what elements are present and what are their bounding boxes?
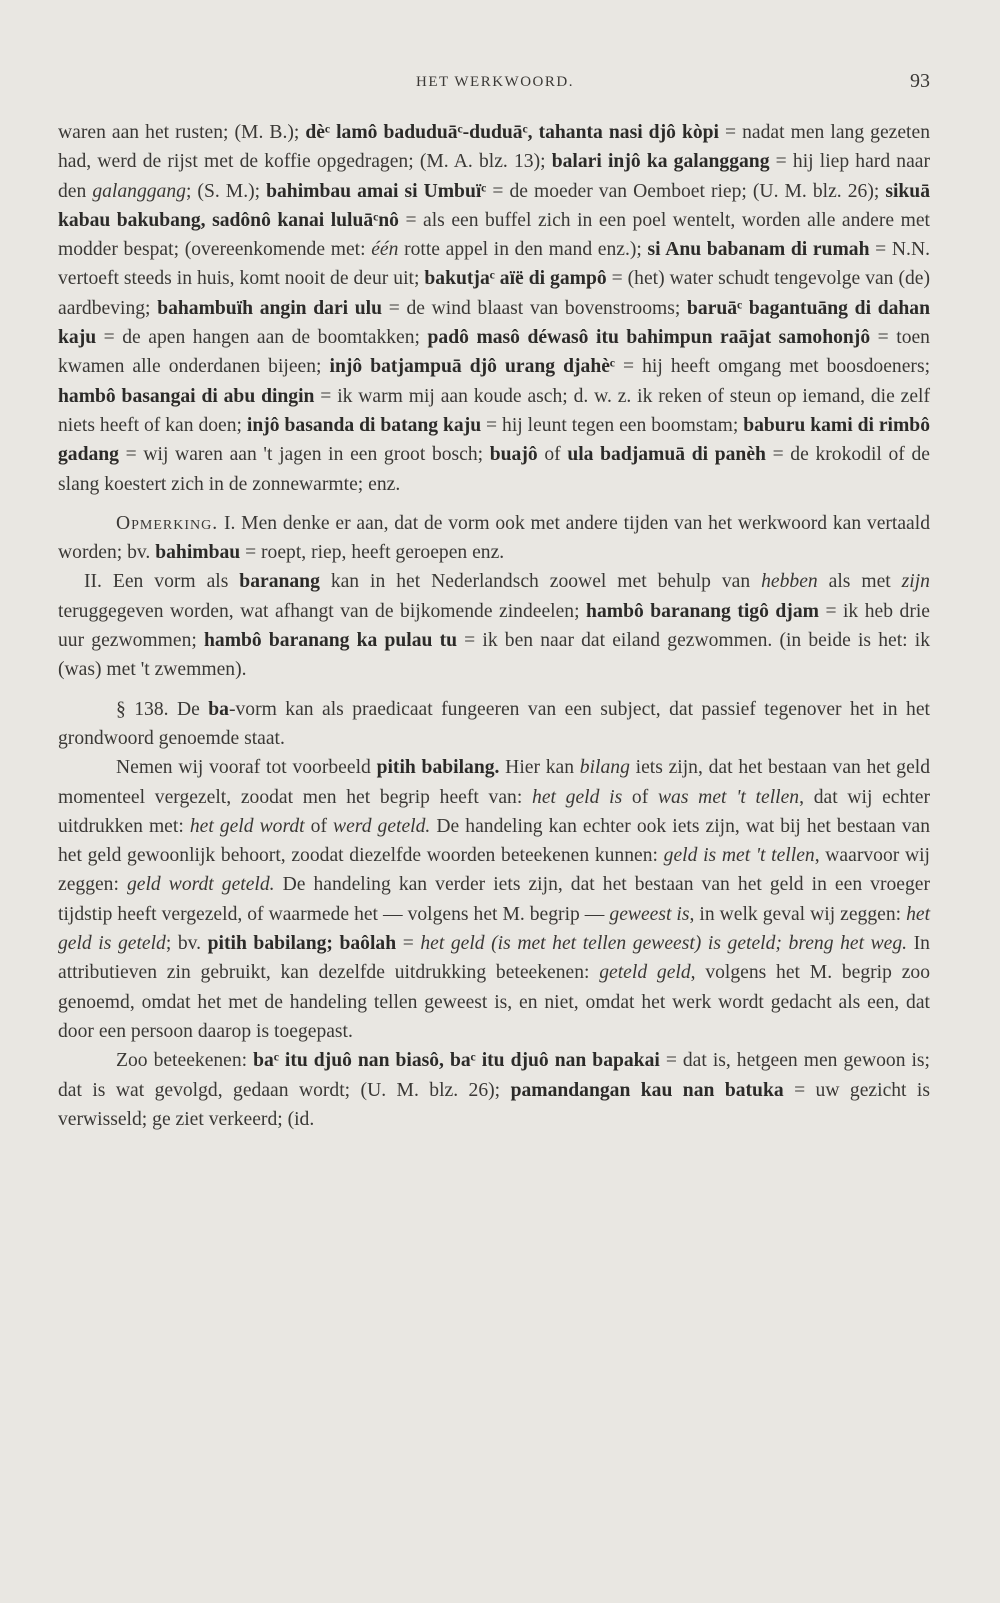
text-run: of [304, 815, 334, 837]
text-run: = ik ben naar dat eiland gezwommen. (in beide is het: ik (was) met 't zwemmen). [58, 630, 930, 681]
italic-term: geweest is [609, 903, 690, 925]
text-run: , waarvoor wij zeggen: [58, 845, 930, 896]
text-run: Nemen wij vooraf tot voorbeeld [116, 757, 377, 779]
paragraph [58, 567, 930, 684]
malay-example: bakutjaᶜ aïë di gampô [424, 268, 607, 290]
malay-example: sikuā kabau bakubang, sadônô kanai luluāᶜnô [58, 180, 930, 231]
paragraph [58, 509, 930, 568]
malay-example: bahimbau [155, 542, 241, 564]
malay-example: buajô [489, 444, 538, 466]
italic-term: geteld geld [599, 962, 691, 984]
malay-example: ula badjamuā di panèh [567, 444, 766, 466]
italic-term: geld wordt geteld. [126, 874, 275, 896]
text-run: Zoo beteekenen: [116, 1050, 254, 1072]
text-run: = hij heeft omgang met boosdoeners; [615, 356, 931, 378]
paragraph [58, 695, 930, 754]
text-run: ; (S. M.); [185, 180, 267, 202]
text-run: De handeling kan echter ook iets zijn, wat bij het bestaan van het geld gewoonlijk behoort, zoodat diezelfde woorden beteekenen kunnen: [58, 815, 931, 867]
text-run: I. Men denke er aan, dat de vorm ook met andere tijden van het werkwoord kan vertaald worden; bv. [58, 512, 930, 564]
page-number: 93 [910, 70, 930, 92]
malay-example: baruāᶜ bagantuāng di dahan kaju [58, 297, 930, 349]
text-run: rotte appel in den mand enz.); [398, 239, 648, 261]
malay-example: ba [208, 698, 229, 720]
malay-example: balari injô ka galanggang [551, 151, 770, 173]
text-run: = ik warm mij aan koude asch; d. w. z. ik reken of steun op iemand, die zelf niets heeft of kan doen; [58, 385, 930, 436]
malay-example: baburu kami di rimbô gadang [58, 414, 931, 466]
paragraph [58, 753, 930, 1046]
text-run: = de moeder van Oemboet riep; (U. M. blz. 26); [486, 180, 886, 202]
text-run: , in welk geval wij zeggen: [689, 903, 907, 925]
italic-term: zijn [901, 571, 930, 593]
italic-term: was met 't tellen [657, 786, 800, 808]
italic-term: bilang [579, 757, 630, 779]
text-run: = de apen hangen aan de boomtakken; [96, 327, 428, 349]
italic-term: hebben [761, 571, 818, 593]
italic-term: werd geteld. [333, 815, 431, 837]
text-run: = nadat men lang gezeten had, werd de rijst met de koffie opgedragen; (M. A. blz. 13); [58, 122, 930, 173]
text-run: = als een buffel zich in een poel wentelt, worden alle andere met modder bespat; (overeenkomende met: [58, 209, 930, 261]
paragraph [58, 118, 930, 499]
malay-example: hambô baranang ka pulau tu [204, 630, 458, 652]
text-run: ; bv. [165, 933, 208, 955]
page-header [60, 70, 930, 96]
italic-term: geld is met 't tellen [663, 845, 815, 867]
malay-example: injô basanda di batang kaju [246, 414, 482, 436]
text-run: als met [817, 571, 902, 593]
malay-example: bahimbau amai si Umbuïᶜ [266, 180, 487, 202]
malay-example: baᶜ itu djuô nan biasô, baᶜ itu djuô nan bapakai [253, 1050, 660, 1072]
text-run: = toen kwamen alle onderdanen bijeen; [58, 327, 930, 378]
text-run: II. Een vorm als [84, 571, 240, 593]
text-run: kan in het Nederlandsch zoowel met behulp van [319, 571, 762, 593]
text-run: = ik heb drie uur gezwommen; [58, 600, 930, 652]
small-caps-label: Opmerking. [116, 512, 219, 534]
italic-term: het geld is geteld [58, 903, 931, 955]
text-run: = N.N. vertoeft steeds in huis, komt nooit de deur uit; [58, 239, 930, 290]
malay-example: dèᶜ lamô baduduāᶜ-duduāᶜ, tahanta nasi djô kòpi [305, 122, 719, 143]
text-run: = de krokodil of de slang koestert zich in de zonnewarmte; enz. [58, 444, 930, 495]
text-run: De handeling kan verder iets zijn, dat het bestaan van het geld in een vroeger tijdstip heeft vergezeld, of waarmede het — volgens het M. begrip — [58, 874, 930, 925]
text-run: Hier kan [499, 757, 580, 779]
text-run: = [396, 933, 421, 955]
malay-example: pamandangan kau nan batuka [510, 1079, 784, 1101]
malay-example: injô batjampuā djô urang djahèᶜ [329, 356, 615, 378]
malay-example: pitih babilang; baôlah [207, 933, 397, 955]
text-run: = dat is, hetgeen men gewoon is; dat is wat gevolgd, gedaan wordt; (U. M. blz. 26); [58, 1050, 931, 1101]
running-head: HET WERKWOORD. [416, 74, 574, 90]
malay-example: bahambuïh angin dari ulu [157, 297, 383, 319]
text-run: iets zijn, dat het bestaan van het geld momenteel vergezelt, zoodat men het begrip heeft van: [58, 757, 931, 808]
text-run: = wij waren aan 't jagen in een groot bosch; [118, 444, 490, 466]
text-run: waren aan het rusten; (M. B.); [58, 122, 306, 143]
malay-example: padô masô déwasô itu bahimpun raājat samohonjô [427, 327, 871, 349]
malay-example: hambô baranang tigô djam [586, 600, 819, 622]
text-run: -vorm kan als praedicaat fungeeren van een subject, dat passief tegenover het in het grondwoord genoemde staat. [58, 698, 930, 749]
text-run: of [622, 786, 658, 808]
text-run: = de wind blaast van bovenstrooms; [382, 297, 688, 319]
text-run: , volgens het M. begrip zoo genoemd, omdat het met de handeling tellen geweest is, en niet, omdat het werk wordt gedacht als een, dat door een persoon daarop is toegepast. [58, 962, 930, 1042]
text-run: = (het) water schudt tengevolge van (de) aardbeving; [58, 268, 930, 319]
text-run: = hij leunt tegen een boomstam; [481, 414, 744, 436]
paragraph [58, 1046, 930, 1134]
italic-term: het geld is [532, 786, 623, 808]
italic-term: het geld wordt [189, 815, 305, 837]
text-run: teruggegeven worden, wat afhangt van de bijkomende zindeelen; [58, 600, 587, 622]
malay-example: pitih babilang. [376, 757, 500, 779]
malay-example: hambô basangai di abu dingin [58, 385, 315, 407]
page-body [58, 118, 930, 1134]
text-run: In attributieven zin gebruikt, kan dezelfde uitdrukking beteekenen: [58, 933, 930, 984]
text-run: = roept, riep, heeft geroepen enz. [240, 542, 505, 564]
text-run: of [537, 444, 568, 466]
text-run: = hij liep hard naar den [58, 151, 930, 202]
italic-term: galanggang [92, 180, 186, 202]
text-run: , dat wij echter uitdrukken met: [58, 786, 930, 837]
italic-term: één [371, 239, 399, 261]
malay-example: baranang [239, 571, 320, 593]
text-run: § 138. De [116, 698, 209, 720]
text-run: = uw gezicht is verwisseld; ge ziet verkeerd; (id. [58, 1079, 931, 1130]
malay-example: si Anu babanam di rumah [647, 239, 870, 261]
italic-term: het geld (is met het tellen geweest) is geteld; breng het weg. [420, 933, 908, 955]
